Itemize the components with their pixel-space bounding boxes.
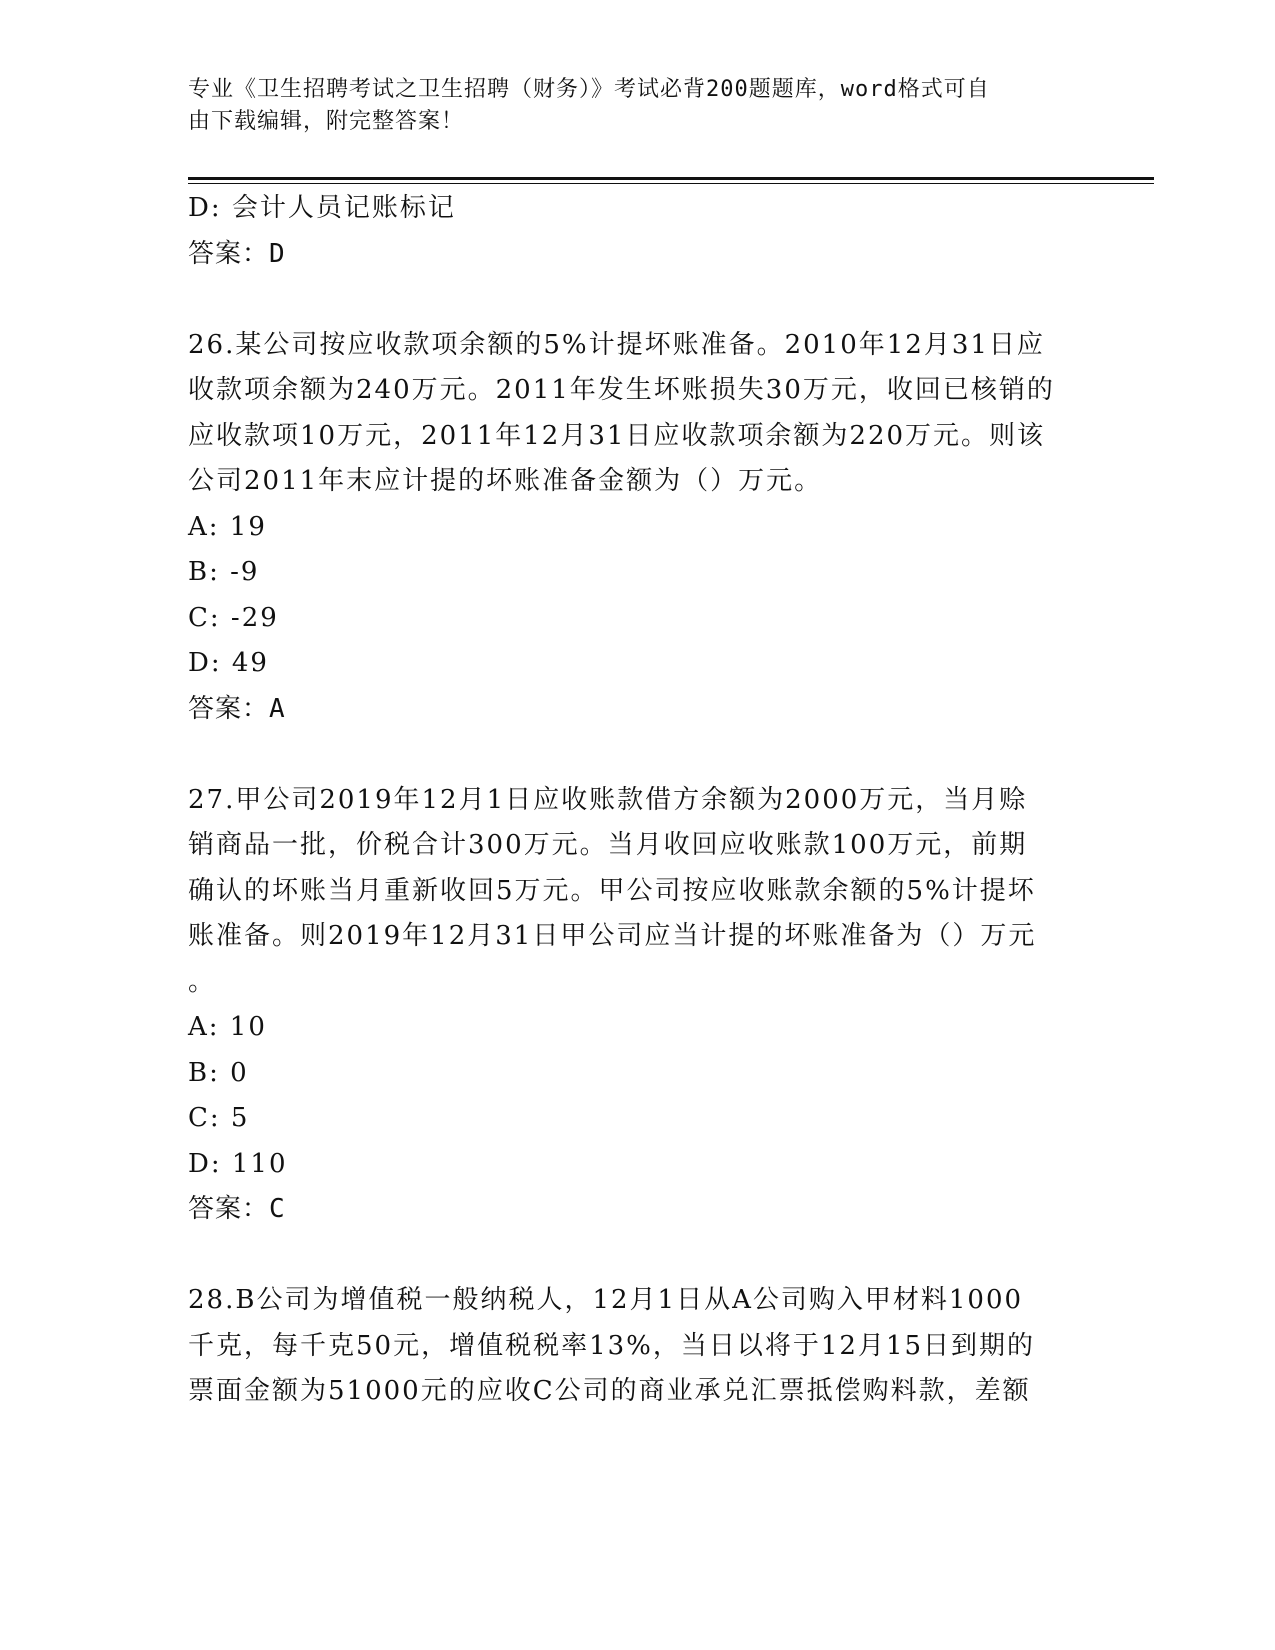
header-line-2: 由下载编辑，附完整答案！ [188, 109, 465, 134]
question-text-line: 账准备。则2019年12月31日甲公司应当计提的坏账准备为（）万元 [188, 921, 1037, 951]
option-d: D: 110 [188, 1148, 288, 1179]
option-c: C: 5 [188, 1103, 250, 1133]
option-b: B: -9 [188, 557, 260, 587]
question-28 [188, 1278, 1088, 1415]
spacer [188, 1233, 1088, 1279]
option-d: D: 49 [188, 648, 269, 678]
question-text-line: 千克，每千克50元，增值税税率13%，当日以将于12月15日到期的 [188, 1330, 1036, 1361]
answer-label: 答案： [188, 1194, 270, 1224]
question-text-line: 票面金额为51000元的应收C公司的商业承兑汇票抵偿购料款，差额 [188, 1376, 1031, 1406]
question-text-line: 确认的坏账当月重新收回5万元。甲公司按应收账款余额的5%计提坏 [188, 875, 1036, 906]
header-line-1: 专业《卫生招聘考试之卫生招聘（财务）》考试必背200题题库，word格式可自 [188, 77, 990, 102]
answer-line [188, 232, 1088, 278]
option-a: A: 19 [188, 511, 267, 542]
question-text-line: 应收款项10万元，2011年12月31日应收款项余额为220万元。则该 [188, 420, 1046, 451]
question-text-line: 。 [188, 966, 217, 997]
question-text-line: 27.甲公司2019年12月1日应收账款借方余额为2000万元，当月赊 [188, 784, 1028, 815]
answer-value: C [269, 1194, 286, 1224]
header-divider-thick [188, 177, 1154, 180]
answer-line [188, 687, 1088, 733]
answer-label: 答案： [188, 693, 270, 724]
question-text-line: 销商品一批，价税合计300万元。当月收回应收账款100万元，前期 [188, 830, 1028, 860]
option-c: C: -29 [188, 602, 279, 633]
document-header [188, 74, 1068, 138]
question-text-line: 26.某公司按应收款项余额的5%计提坏账准备。2010年12月31日应 [188, 329, 1045, 360]
answer-value: A [269, 693, 286, 724]
option-a: A: 10 [188, 1012, 267, 1042]
answer-line [188, 1187, 1088, 1233]
question-text-line: 28.B公司为增值税一般纳税人，12月1日从A公司购入甲材料1000 [188, 1285, 1024, 1315]
answer-value: D [269, 238, 286, 269]
question-26 [188, 323, 1088, 733]
option-d: D: 会计人员记账标记 [188, 193, 456, 223]
option-b: B: 0 [188, 1057, 249, 1088]
spacer [188, 277, 1088, 323]
question-27 [188, 778, 1088, 1233]
question-text-line: 公司2011年末应计提的坏账准备金额为（）万元。 [188, 466, 823, 496]
question-text-line: 收款项余额为240万元。2011年发生坏账损失30万元，收回已核销的 [188, 375, 1055, 405]
document-body [188, 186, 1088, 1415]
answer-label: 答案： [188, 238, 270, 269]
spacer [188, 732, 1088, 778]
header-divider-thin [188, 183, 1154, 184]
